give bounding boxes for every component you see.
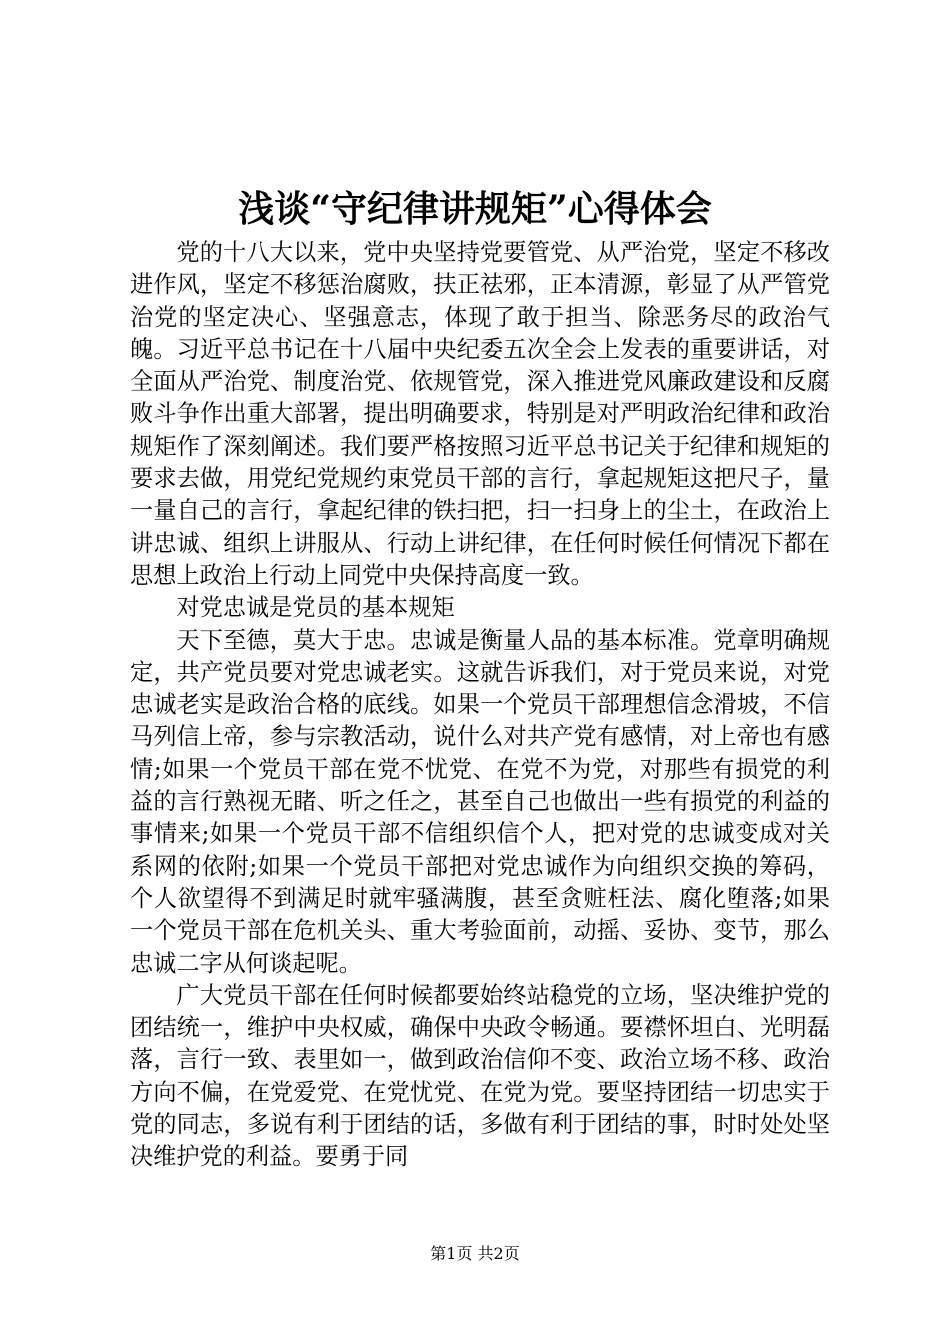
paragraph-intro: 党的十八大以来，党中央坚持党要管党、从严治党，坚定不移改进作风，坚定不移惩治腐败，扶正祛邪，正本清源，彰显了从严管党治党的坚定决心、坚强意志，体现了敢于担当、除恶务尽的政治气魄。习近平总书记在十八届中央纪委五次全会上发表的重要讲话，对全面从严治党、制度治党、依规管党，深入推进党风廉政建设和反腐败斗争作出重大部署，提出明确要求，特别是对严明政治纪律和政治规矩作了深刻阐述。我们要严格按照习近平总书记关于纪律和规矩的要求去做，用党纪党规约束党员干部的言行，拿起规矩这把尺子，量一量自己的言行，拿起纪律的铁扫把，扫一扫身上的尘土，在政治上讲忠诚、组织上讲服从、行动上讲纪律，在任何时候任何情况下都在思想上政治上行动上同党中央保持高度一致。 — [130, 239, 830, 589]
section-heading: 对党忠诚是党员的基本规矩 — [176, 594, 455, 622]
paragraph-loyalty: 天下至德，莫大于忠。忠诚是衡量人品的基本标准。党章明确规定，共产党员要对党忠诚老实。这就告诉我们，对于党员来说，对党忠诚老实是政治合格的底线。如果一个党员干部理想信念滑坡，不信马列信上帝，参与宗教活动，说什么对共产党有感情，对上帝也有感情;如果一个党员干部在党不忧党、在党不为党，对那些有损党的利益的言行熟视无睹、听之任之，甚至自己也做出一些有损党的利益的事情来;如果一个党员干部不信组织信个人，把对党的忠诚变成对关系网的依附;如果一个党员干部把对党忠诚作为向组织交换的筹码，个人欲望得不到满足时就牢骚满腹，甚至贪赃枉法、腐化堕落;如果一个党员干部在危机关头、重大考验面前，动摇、妥协、变节，那么忠诚二字从何谈起呢。 — [130, 626, 830, 977]
paragraph-unity: 广大党员干部在任何时候都要始终站稳党的立场，坚决维护党的团结统一，维护中央权威，确保中央政令畅通。要襟怀坦白、光明磊落，言行一致、表里如一，做到政治信仰不变、政治立场不移、政治方向不偏，在党爱党、在党忧党、在党为党。要坚持团结一切忠实于党的同志，多说有利于团结的话，多做有利于团结的事，时时处处坚决维护党的利益。要勇于同 — [130, 981, 830, 1171]
document-title: 浅谈“守纪律讲规矩”心得体会 — [238, 188, 712, 230]
page-footer: 第1页 共2页 — [430, 1244, 520, 1263]
document-body — [130, 237, 830, 1174]
